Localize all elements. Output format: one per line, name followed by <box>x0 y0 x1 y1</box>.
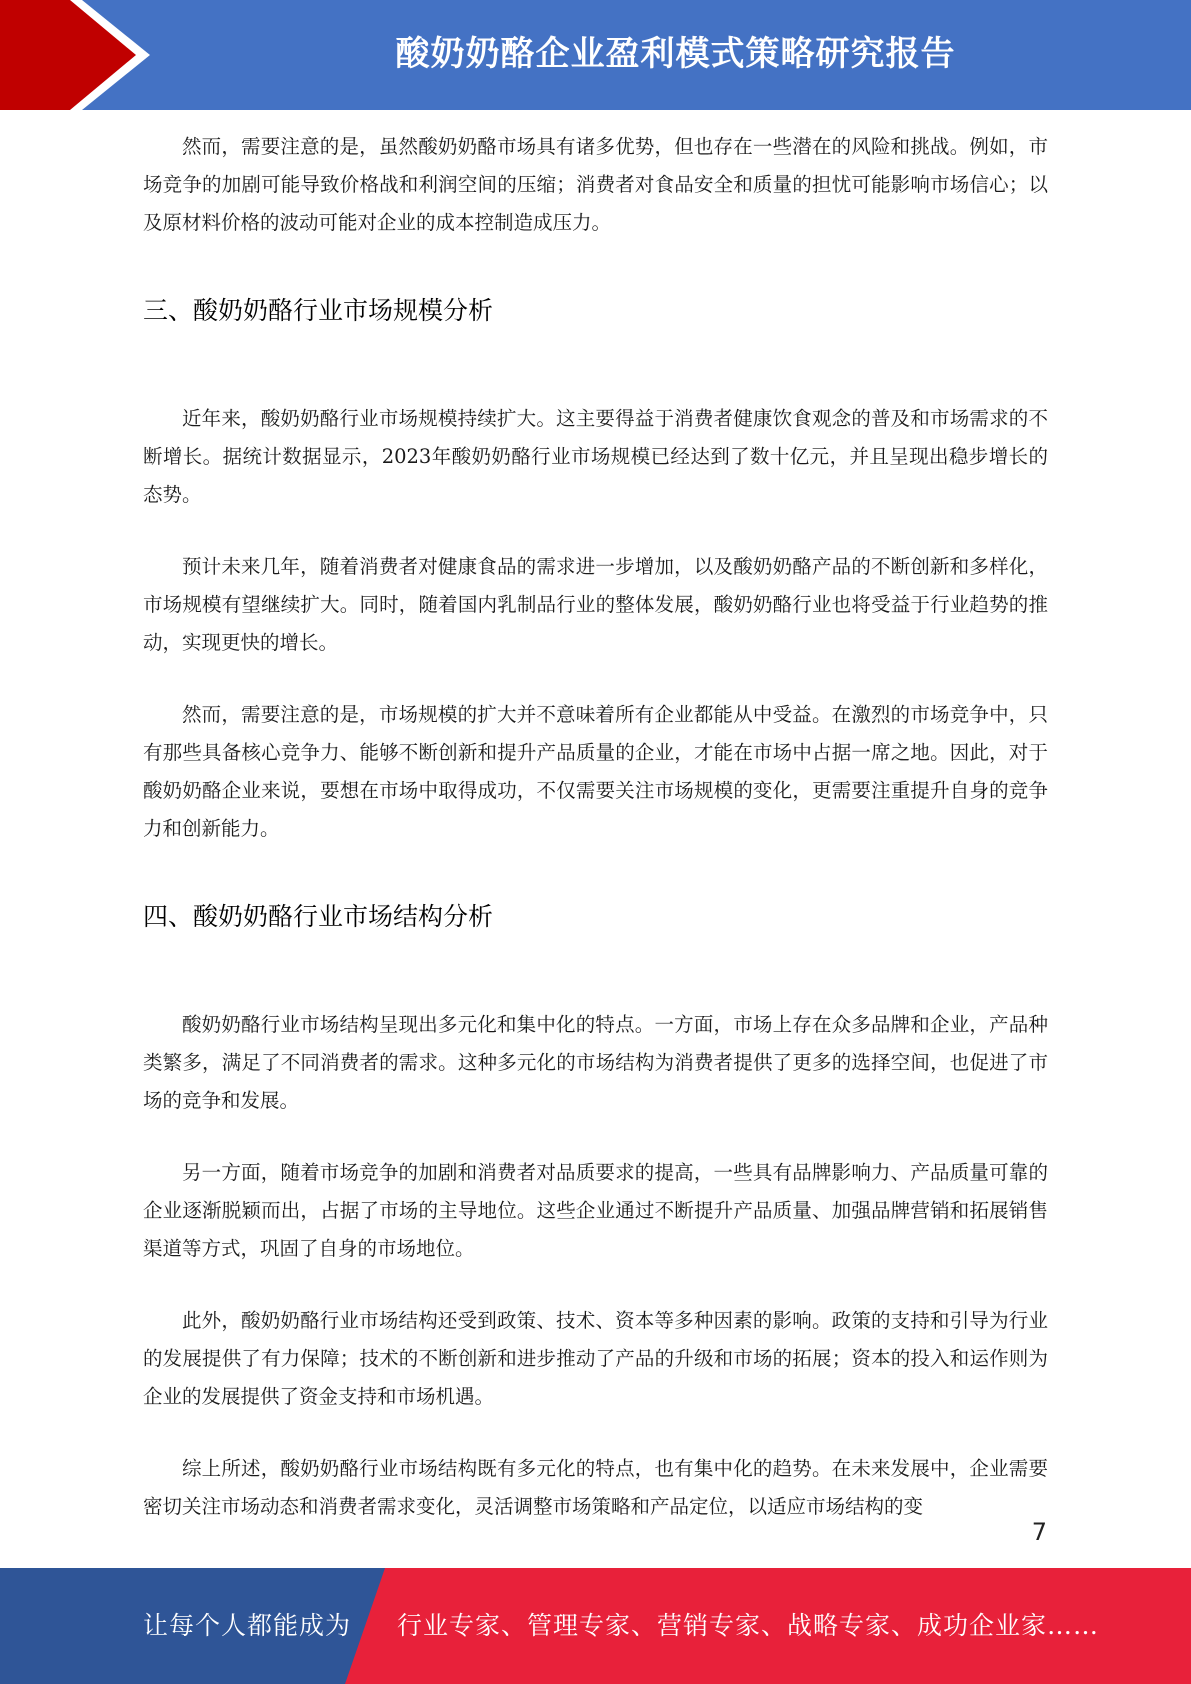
page-content <box>143 128 1048 1560</box>
paragraph: 近年来，酸奶奶酪行业市场规模持续扩大。这主要得益于消费者健康饮食观念的普及和市场需求的不断增长。据统计数据显示，2023年酸奶奶酪行业市场规模已经达到了数十亿元，并且呈现出稳步增长的态势。 <box>143 407 1048 506</box>
section-heading-market-structure: 四、酸奶奶酪行业市场结构分析 <box>143 902 494 931</box>
page-header <box>0 0 1191 110</box>
paragraph: 另一方面，随着市场竞争的加剧和消费者对品质要求的提高，一些具有品牌影响力、产品质量可靠的企业逐渐脱颖而出，占据了市场的主导地位。这些企业通过不断提升产品质量、加强品牌营销和拓展销售渠道等方式，巩固了自身的市场地位。 <box>143 1161 1048 1260</box>
page-number: 7 <box>1031 1518 1047 1546</box>
paragraph: 然而，需要注意的是，市场规模的扩大并不意味着所有企业都能从中受益。在激烈的市场竞争中，只有那些具备核心竞争力、能够不断创新和提升产品质量的企业，才能在市场中占据一席之地。因此，对于酸奶奶酪企业来说，要想在市场中取得成功，不仅需要关注市场规模的变化，更需要注重提升自身的竞争力和创新能力。 <box>143 703 1048 840</box>
page-footer <box>0 1568 1191 1684</box>
footer-slogan-left: 让每个人都能成为 <box>143 1611 352 1640</box>
header-arrow-icon <box>0 0 160 110</box>
paragraph: 此外，酸奶奶酪行业市场结构还受到政策、技术、资本等多种因素的影响。政策的支持和引导为行业的发展提供了有力保障；技术的不断创新和进步推动了产品的升级和市场的拓展；资本的投入和运作则为企业的发展提供了资金支持和市场机遇。 <box>143 1309 1048 1408</box>
paragraph: 酸奶奶酪行业市场结构呈现出多元化和集中化的特点。一方面，市场上存在众多品牌和企业，产品种类繁多，满足了不同消费者的需求。这种多元化的市场结构为消费者提供了更多的选择空间，也促进了市场的竞争和发展。 <box>143 1013 1048 1112</box>
footer-slogan-right: 行业专家、管理专家、营销专家、战略专家、成功企业家…… <box>397 1611 1100 1640</box>
paragraph: 综上所述，酸奶奶酪行业市场结构既有多元化的特点，也有集中化的趋势。在未来发展中，企业需要密切关注市场动态和消费者需求变化，灵活调整市场策略和产品定位，以适应市场结构的变 <box>143 1457 1048 1518</box>
intro-paragraph: 然而，需要注意的是，虽然酸奶奶酪市场具有诸多优势，但也存在一些潜在的风险和挑战。例如，市场竞争的加剧可能导致价格战和利润空间的压缩；消费者对食品安全和质量的担忧可能影响市场信心；以及原材料价格的波动可能对企业的成本控制造成压力。 <box>143 135 1048 234</box>
report-title: 酸奶奶酪企业盈利模式策略研究报告 <box>395 34 956 74</box>
section-heading-market-size: 三、酸奶奶酪行业市场规模分析 <box>143 296 494 325</box>
paragraph: 预计未来几年，随着消费者对健康食品的需求进一步增加，以及酸奶奶酪产品的不断创新和多样化，市场规模有望继续扩大。同时，随着国内乳制品行业的整体发展，酸奶奶酪行业也将受益于行业趋势的推动，实现更快的增长。 <box>143 555 1048 654</box>
